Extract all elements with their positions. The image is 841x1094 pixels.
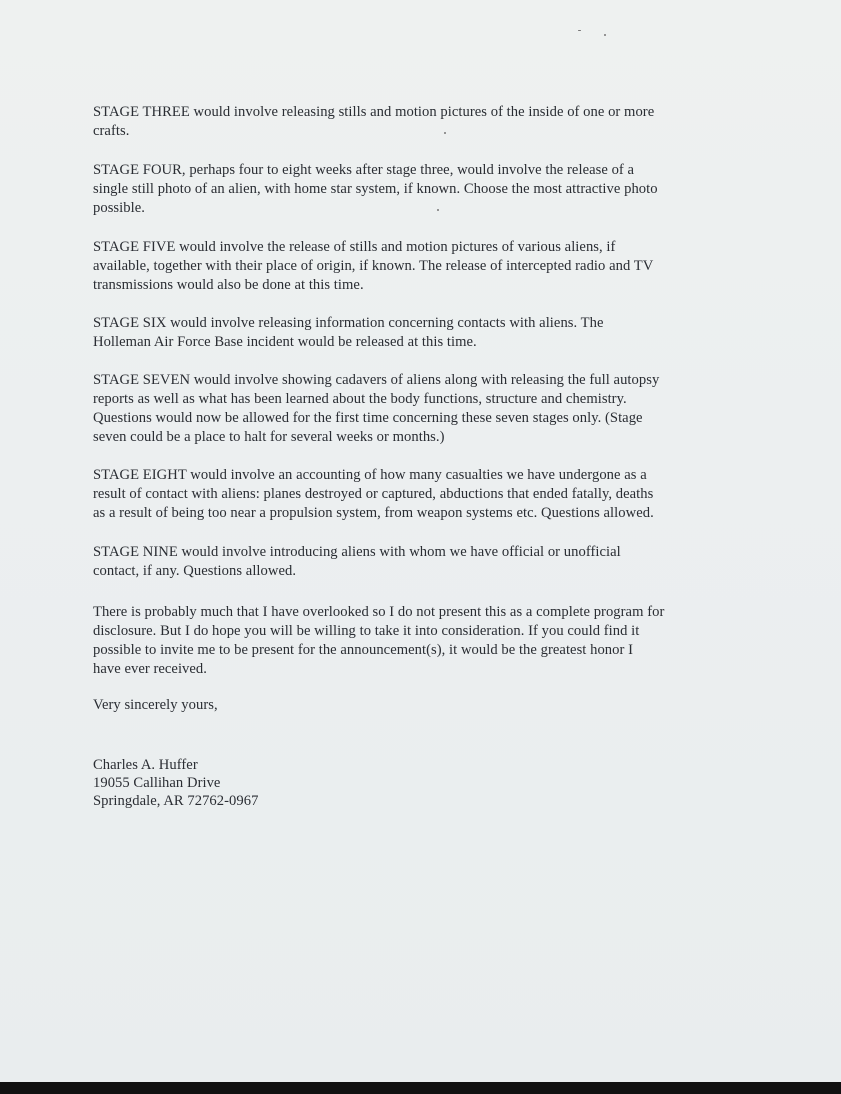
scan-bottom-edge: [0, 1082, 841, 1094]
paragraph-stage-three: STAGE THREE would involve releasing stills and motion pictures of the inside of one or more crafts.: [93, 104, 655, 139]
paragraph-stage-four: STAGE FOUR, perhaps four to eight weeks after stage three, would involve the release of a single still photo of an alien, with home star system, if known. Choose the most attractive photo possible.: [93, 162, 658, 216]
paragraph-stage-five: STAGE FIVE would involve the release of stills and motion pictures of various aliens, if available, together with their place of origin, if known. The release of intercepted radio and TV transmissions would also be done at this time.: [93, 239, 654, 293]
signature-city: Springdale, AR 72762-0967: [93, 793, 259, 809]
paragraph-stage-seven: STAGE SEVEN would involve showing cadavers of aliens along with releasing the full autopsy reports as well as what has been learned about the body functions, structure and chemistry. Questions would now be allowed for the first time concerning these seven stages only. (Stage seven could be a place to halt for several weeks or months.): [93, 372, 660, 445]
signature-name: Charles A. Huffer: [93, 757, 198, 773]
paragraph-conclusion: There is probably much that I have overlooked so I do not present this as a complete program for disclosure. But I do hope you will be willing to take it into consideration. If you could find it possible to invite me to be present for the announcement(s), it would be the greatest honor I have ever received.: [93, 604, 665, 677]
signature-street: 19055 Callihan Drive: [93, 775, 221, 791]
paragraph-stage-eight: STAGE EIGHT would involve an accounting of how many casualties we have undergone as a result of contact with aliens: planes destroyed or captured, abductions that ended fatally, deaths as a result of being too near a propulsion system, from weapon systems etc. Questions allowed.: [93, 467, 654, 521]
scan-speck: [604, 34, 606, 36]
paragraph-stage-nine: STAGE NINE would involve introducing aliens with whom we have official or unofficial contact, if any. Questions allowed.: [93, 544, 621, 579]
scan-speck: [578, 30, 581, 31]
closing-salutation: Very sincerely yours,: [93, 697, 218, 713]
paragraph-stage-six: STAGE SIX would involve releasing information concerning contacts with aliens. The Holleman Air Force Base incident would be released at this time.: [93, 315, 604, 350]
